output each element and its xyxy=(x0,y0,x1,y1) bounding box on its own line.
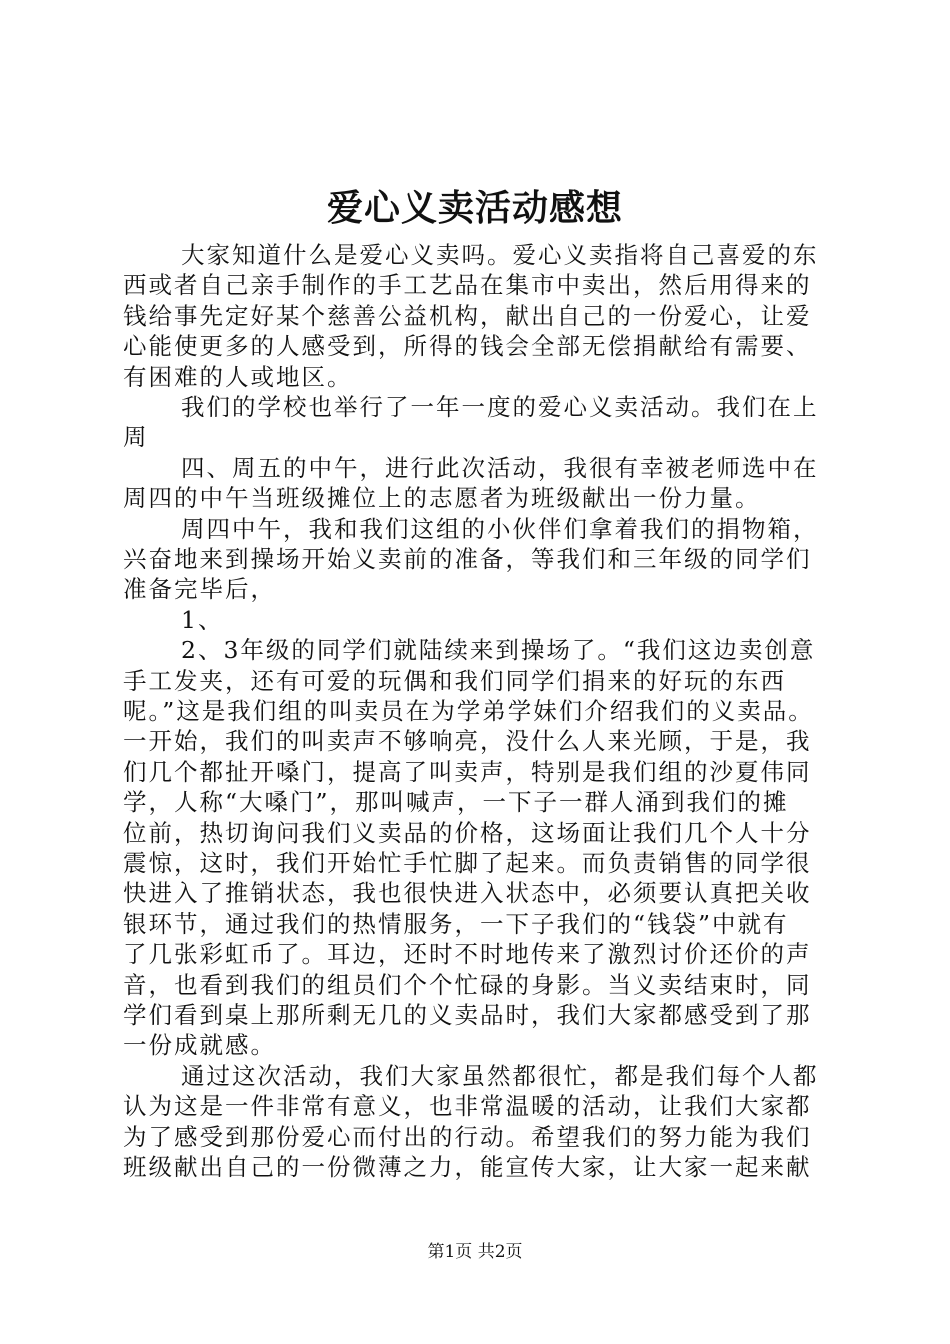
body-line: 了几张彩虹币了。耳边，还时不时地传来了激烈讨价还价的声 xyxy=(123,940,812,969)
body-line: 银环节，通过我们的热情服务，一下子我们的“钱袋”中就有 xyxy=(123,909,789,938)
body-line: 位前，热切询问我们义卖品的价格，这场面让我们几个人十分 xyxy=(123,818,812,847)
body-line: 一开始，我们的叫卖声不够响亮，没什么人来光顾，于是，我 xyxy=(123,727,812,756)
body-line: 四、周五的中午，进行此次活动，我很有幸被老师选中在 xyxy=(181,453,819,482)
body-line: 快进入了推销状态，我也很快进入状态中，必须要认真把关收 xyxy=(123,879,812,908)
body-line: 呢。”这是我们组的叫卖员在为学弟学妹们介绍我们的义卖品。 xyxy=(123,697,814,725)
body-line: 班级献出自己的一份微薄之力，能宣传大家，让大家一起来献 xyxy=(123,1153,812,1181)
body-line: 认为这是一件非常有意义，也非常温暖的活动，让我们大家都 xyxy=(123,1092,812,1121)
body-line: 一份成就感。 xyxy=(123,1031,276,1060)
body-line: 心能使更多的人感受到，所得的钱会全部无偿捐献给有需要、 xyxy=(123,332,812,361)
document-title: 爱心义卖活动感想 xyxy=(326,187,623,229)
body-line: 通过这次活动，我们大家虽然都很忙，都是我们每个人都 xyxy=(181,1061,819,1090)
body-line: 准备完毕后， xyxy=(123,575,276,604)
body-line: 有困难的人或地区。 xyxy=(123,362,353,391)
body-line: 手工发夹，还有可爱的玩偶和我们同学们捐来的好玩的东西 xyxy=(123,666,786,695)
body-line: 震惊，这时，我们开始忙手忙脚了起来。而负责销售的同学很 xyxy=(123,849,812,877)
body-line: 我们的学校也举行了一年一度的爱心义卖活动。我们在上 xyxy=(181,393,819,421)
body-line: 1、 xyxy=(181,605,224,634)
body-line: 音，也看到我们的组员们个个忙碌的身影。当义卖结束时，同 xyxy=(123,970,812,999)
body-line: 兴奋地来到操场开始义卖前的准备，等我们和三年级的同学们 xyxy=(123,545,812,573)
body-line: 周四中午，我和我们这组的小伙伴们拿着我们的捐物箱， xyxy=(181,514,819,543)
body-line: 为了感受到那份爱心而付出的行动。希望我们的努力能为我们 xyxy=(123,1122,812,1151)
body-line: 西或者自己亲手制作的手工艺品在集市中卖出，然后用得来的 xyxy=(123,271,812,300)
body-line: 2、3年级的同学们就陆续来到操场了。“我们这边卖创意 xyxy=(181,636,816,665)
body-line: 周 xyxy=(123,423,149,452)
body-line: 学，人称“大嗓门”，那叫喊声，一下子一群人涌到我们的摊 xyxy=(123,788,789,817)
body-line: 周四的中午当班级摊位上的志愿者为班级献出一份力量。 xyxy=(123,484,761,513)
body-line: 大家知道什么是爱心义卖吗。爱心义卖指将自己喜爱的东 xyxy=(181,241,819,269)
body-line: 钱给事先定好某个慈善公益机构，献出自己的一份爱心，让爱 xyxy=(123,301,812,330)
body-line: 们几个都扯开嗓门，提高了叫卖声，特别是我们组的沙夏伟同 xyxy=(123,757,812,786)
body-line: 学们看到桌上那所剩无几的义卖品时，我们大家都感受到了那 xyxy=(123,1001,812,1029)
page-footer: 第1页 共2页 xyxy=(427,1242,523,1262)
